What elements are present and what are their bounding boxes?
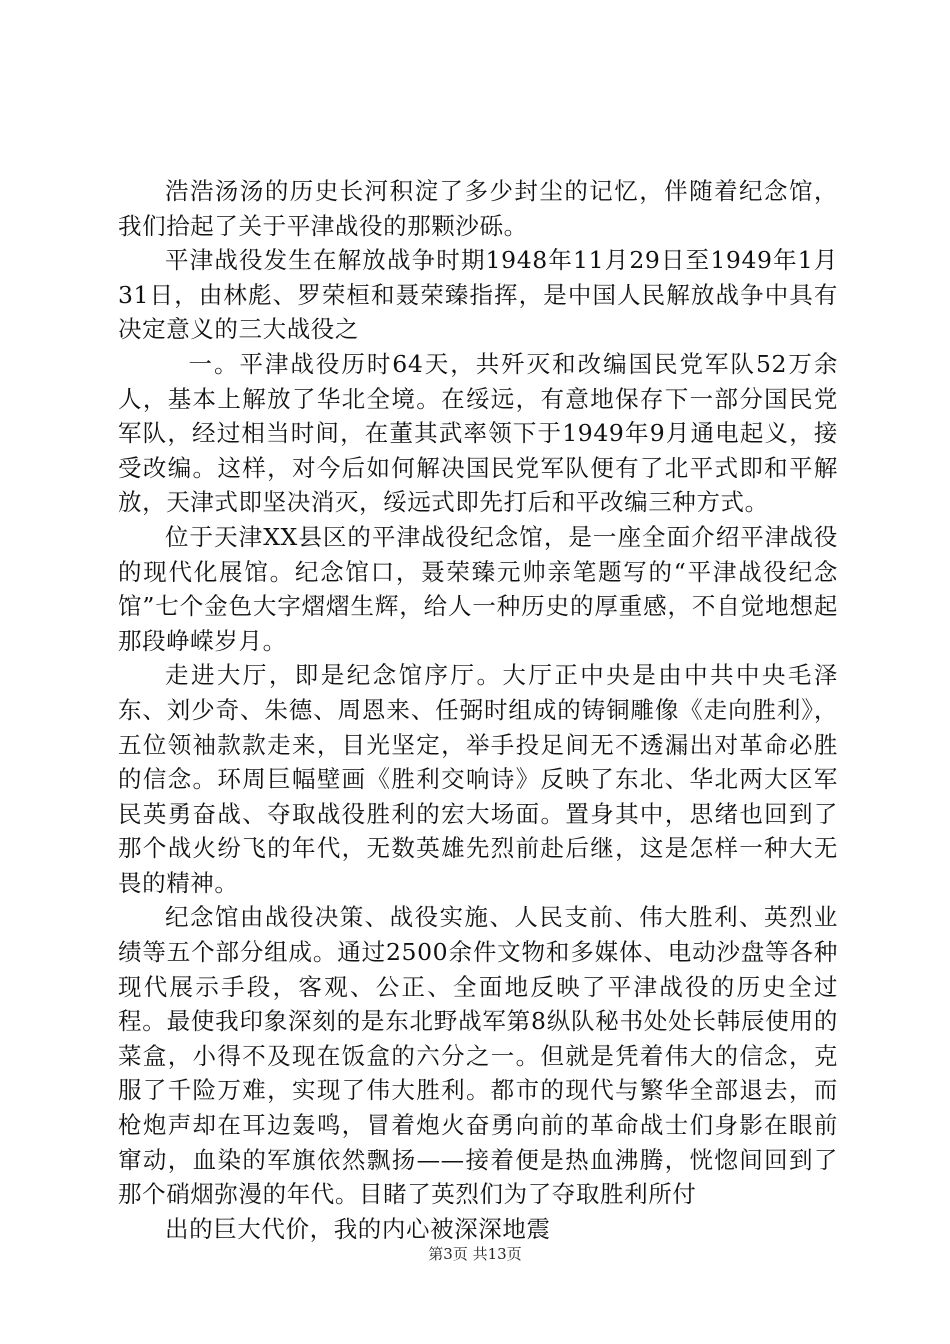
page-number-footer: 第3页 共13页	[428, 1245, 522, 1263]
document-body	[118, 174, 838, 1246]
paragraph-exhibition: 纪念馆由战役决策、战役实施、人民支前、伟大胜利、英烈业绩等五个部分组成。通过2500余件文物和多媒体、电动沙盘等各种现代展示手段，客观、公正、全面地反映了平津战役的历史全过程。最使我印象深刻的是东北野战军第8纵队秘书处处长韩辰使用的菜盒，小得不及现在饭盒的六分之一。但就是凭着伟大的信念，克服了千险万难，实现了伟大胜利。都市的现代与繁华全部退去，而枪炮声却在耳边轰鸣，冒着炮火奋勇向前的革命战士们身影在眼前窜动，血染的军旗依然飘扬——接着便是热血沸腾，恍惚间回到了那个硝烟弥漫的年代。目睹了英烈们为了夺取胜利所付	[118, 903, 838, 1209]
paragraph-battle-results: 一。平津战役历时64天，共歼灭和改编国民党军队52万余人，基本上解放了华北全境。在绥远，有意地保存下一部分国民党军队，经过相当时间，在董其武率领下于1949年9月通电起义，接受改编。这样，对今后如何解决国民党军队便有了北平式即和平解放，天津式即坚决消灭，绥远式即先打后和平改编三种方式。	[118, 349, 838, 517]
paragraph-battle-dates: 平津战役发生在解放战争时期1948年11月29日至1949年1月31日，由林彪、罗荣桓和聂荣臻指挥，是中国人民解放战争中具有决定意义的三大战役之	[118, 246, 838, 344]
paragraph-hall: 走进大厅，即是纪念馆序厅。大厅正中央是由中共中央毛泽东、刘少奇、朱德、周恩来、任弼时组成的铸铜雕像《走向胜利》，五位领袖款款走来，目光坚定，举手投足间无不透漏出对革命必胜的信念。环周巨幅壁画《胜利交响诗》反映了东北、华北两大区军民英勇奋战、夺取战役胜利的宏大场面。置身其中，思绪也回到了那个战火纷飞的年代，无数英雄先烈前赴后继，这是怎样一种大无畏的精神。	[118, 661, 838, 897]
paragraph-closing: 出的巨大代价，我的内心被深深地震	[165, 1214, 551, 1243]
paragraph-museum-location: 位于天津XX县区的平津战役纪念馆，是一座全面介绍平津战役的现代化展馆。纪念馆口，聂荣臻元帅亲笔题写的“平津战役纪念馆”七个金色大字熠熠生辉，给人一种历史的厚重感，不自觉地想起那段峥嵘岁月。	[118, 522, 838, 655]
paragraph-intro: 浩浩汤汤的历史长河积淀了多少封尘的记忆，伴随着纪念馆，我们拾起了关于平津战役的那颗沙砾。	[118, 177, 838, 240]
